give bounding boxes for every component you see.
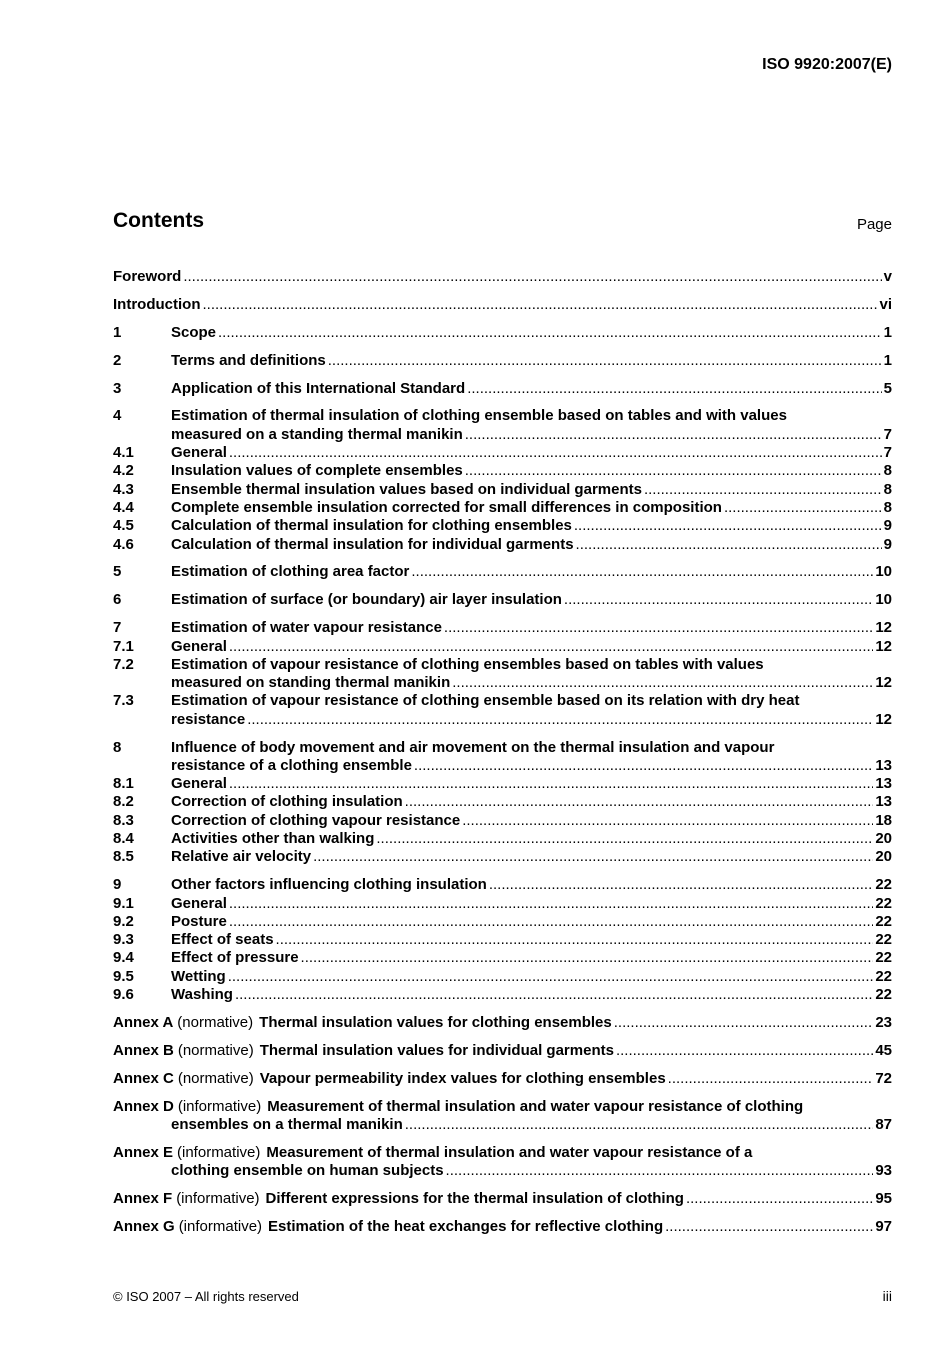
toc-entry[interactable] [113, 380, 892, 398]
toc-entry-page: 13 [875, 793, 892, 811]
toc-entry-text: Wetting [171, 967, 226, 985]
toc-entry-number: 9.6 [113, 986, 134, 1004]
toc-entry-number: 8.1 [113, 775, 134, 793]
annex-type: (informative) [178, 1217, 263, 1235]
toc-entry[interactable] [113, 638, 892, 656]
toc-entry-number: 8.4 [113, 830, 134, 848]
toc-entry-page: 8 [883, 462, 892, 480]
toc-entry-page: 12 [875, 674, 892, 692]
table-of-contents [113, 268, 892, 1236]
toc-entry-number: 8 [113, 738, 122, 756]
toc-entry-text: General [171, 775, 227, 793]
toc-entry[interactable] [113, 656, 892, 693]
annex-label: Annex C [113, 1069, 174, 1087]
toc-entry-page: 1 [883, 351, 892, 369]
toc-entry-text: Effect of seats [171, 931, 274, 949]
toc-entry-page: 7 [883, 444, 892, 462]
toc-entry[interactable] [113, 830, 892, 848]
toc-entry-number: 4.1 [113, 444, 134, 462]
toc-annex-g[interactable] [113, 1218, 892, 1236]
toc-entry-page: 22 [875, 949, 892, 967]
toc-entry[interactable] [113, 563, 892, 581]
toc-entry-number: 7.1 [113, 637, 134, 655]
toc-entry-introduction[interactable] [113, 296, 892, 314]
toc-entry-number: 8.3 [113, 811, 134, 829]
annex-label: Annex G [113, 1217, 175, 1235]
annex-title-continued: clothing ensemble on human subjects [171, 1162, 444, 1180]
toc-entry-page: 12 [875, 710, 892, 728]
toc-entry-page: 97 [875, 1217, 892, 1235]
toc-entry-page: 12 [875, 619, 892, 637]
annex-type: (informative) [177, 1097, 262, 1115]
page-column-label: Page [856, 216, 892, 233]
footer-copyright: © ISO 2007 – All rights reserved [113, 1289, 299, 1304]
toc-entry[interactable] [113, 739, 892, 776]
annex-title: Thermal insulation values for clothing ensembles [259, 1013, 612, 1031]
toc-entry[interactable] [113, 775, 892, 793]
toc-entry-text: Complete ensemble insulation corrected for small differences in composition [171, 498, 722, 516]
toc-entry-page: 13 [875, 756, 892, 774]
toc-entry-text-continued: measured on a standing thermal manikin [171, 425, 463, 443]
toc-entry[interactable] [113, 536, 892, 554]
toc-entry-text-continued: resistance of a clothing ensemble [171, 756, 412, 774]
toc-entry-number: 2 [113, 351, 122, 369]
toc-entry[interactable] [113, 913, 892, 931]
toc-entry-text: Effect of pressure [171, 949, 299, 967]
toc-entry[interactable] [113, 444, 892, 462]
toc-entry-page: 10 [875, 563, 892, 581]
toc-entry-page: 8 [883, 498, 892, 516]
toc-entry-text: Estimation of water vapour resistance [171, 619, 442, 637]
toc-entry-number: 1 [113, 323, 122, 341]
toc-entry-page: 95 [875, 1189, 892, 1207]
annex-type: (informative) [177, 1143, 261, 1161]
toc-entry-text: Estimation of vapour resistance of clothing ensembles based on tables with values [171, 655, 764, 673]
annex-label: Annex F [113, 1189, 173, 1207]
toc-entry-number: 9.5 [113, 967, 134, 985]
toc-entry[interactable] [113, 949, 892, 967]
toc-annex-d[interactable] [113, 1098, 892, 1135]
toc-entry-number: 5 [113, 563, 122, 581]
document-code: ISO 9920:2007(E) [762, 56, 892, 73]
toc-entry-foreword[interactable] [113, 268, 892, 286]
annex-label: Annex A [113, 1013, 174, 1031]
toc-entry-number: 3 [113, 379, 122, 397]
toc-entry-text: Estimation of vapour resistance of clothing ensemble based on its relation with dry heat [171, 692, 800, 710]
toc-entry-number: 4.4 [113, 498, 134, 516]
toc-entry-text: Estimation of surface (or boundary) air layer insulation [171, 591, 562, 609]
toc-entry-text: Application of this International Standard [171, 379, 466, 397]
toc-entry-page: 22 [875, 931, 892, 949]
toc-entry-page: v [883, 268, 892, 285]
annex-title: Vapour permeability index values for clothing ensembles [259, 1069, 666, 1087]
toc-entry-page: 5 [883, 379, 892, 397]
toc-entry[interactable] [113, 895, 892, 913]
annex-title: Thermal insulation values for individual garments [259, 1041, 614, 1059]
toc-entry-text: Introduction [113, 295, 201, 313]
toc-annex-f[interactable] [113, 1190, 892, 1208]
toc-entry-text: General [171, 637, 227, 655]
annex-type: (normative) [177, 1013, 254, 1031]
toc-entry[interactable] [113, 462, 892, 480]
annex-title: Measurement of thermal insulation and water vapour resistance of clothing [267, 1097, 804, 1115]
annex-type: (normative) [177, 1041, 254, 1059]
toc-entry-page: 1 [883, 323, 892, 341]
toc-entry[interactable] [113, 499, 892, 517]
toc-annex-a[interactable] [113, 1014, 892, 1032]
toc-annex-e[interactable] [113, 1144, 892, 1181]
toc-entry-page: 13 [875, 775, 892, 793]
toc-entry-text: Ensemble thermal insulation values based on individual garments [171, 480, 642, 498]
footer-page-number: iii [882, 1288, 892, 1304]
annex-title: Estimation of the heat exchanges for reflective clothing [268, 1217, 664, 1235]
annex-label: Annex B [113, 1041, 174, 1059]
toc-entry-text: Estimation of thermal insulation of clothing ensemble based on tables and with values [171, 407, 787, 425]
toc-entry-text: Other factors influencing clothing insulation [171, 876, 487, 894]
toc-entry-text: Foreword [113, 268, 182, 285]
toc-entry-text: Washing [171, 986, 233, 1004]
annex-title: Measurement of thermal insulation and water vapour resistance of a [266, 1143, 753, 1161]
toc-entry-text: Estimation of clothing area factor [171, 563, 410, 581]
toc-entry-page: 23 [875, 1013, 892, 1031]
toc-entry-text: Calculation of thermal insulation for clothing ensembles [171, 517, 572, 535]
annex-title: Different expressions for the thermal insulation of clothing [265, 1189, 684, 1207]
toc-entry-page: vi [879, 295, 892, 313]
toc-entry-page: 22 [875, 967, 892, 985]
toc-entry-page: 12 [875, 637, 892, 655]
toc-entry-number: 7 [113, 619, 122, 637]
toc-entry-page: 22 [875, 986, 892, 1004]
toc-entry-number: 8.2 [113, 793, 134, 811]
toc-entry-number: 9.4 [113, 949, 134, 967]
toc-entry-text: Scope [171, 323, 217, 341]
toc-entry-text: Activities other than walking [171, 830, 375, 848]
toc-entry[interactable] [113, 619, 892, 637]
toc-entry-page: 20 [875, 848, 892, 866]
toc-entry[interactable] [113, 481, 892, 499]
toc-entry-page: 7 [883, 425, 892, 443]
toc-entry-text: Terms and definitions [171, 351, 326, 369]
toc-entry-page: 10 [875, 591, 892, 609]
toc-entry-page: 18 [875, 811, 892, 829]
toc-entry-page: 8 [883, 480, 892, 498]
toc-entry-number: 7.2 [113, 655, 134, 673]
toc-entry-page: 45 [875, 1041, 892, 1059]
annex-label: Annex E [113, 1143, 174, 1161]
toc-entry[interactable] [113, 407, 892, 444]
annex-title-continued: ensembles on a thermal manikin [171, 1115, 403, 1133]
toc-entry[interactable] [113, 591, 892, 609]
toc-entry-number: 7.3 [113, 692, 134, 710]
toc-entry[interactable] [113, 324, 892, 342]
toc-entry-page: 72 [875, 1069, 892, 1087]
toc-entry[interactable] [113, 848, 892, 866]
toc-entry-number: 9.2 [113, 912, 134, 930]
toc-annex-c[interactable] [113, 1070, 892, 1088]
toc-entry-page: 9 [883, 535, 892, 553]
toc-entry-text: General [171, 444, 227, 462]
toc-entry-page: 87 [875, 1115, 892, 1133]
toc-entry-text: Influence of body movement and air movement on the thermal insulation and vapour [171, 738, 775, 756]
toc-entry[interactable] [113, 793, 892, 811]
annex-type: (informative) [176, 1189, 260, 1207]
toc-entry-text: Posture [171, 912, 227, 930]
annex-type: (normative) [177, 1069, 254, 1087]
toc-entry-page: 22 [875, 894, 892, 912]
toc-entry[interactable] [113, 968, 892, 986]
toc-entry-text: Insulation values of complete ensembles [171, 462, 463, 480]
toc-entry-text-continued: measured on standing thermal manikin [171, 674, 451, 692]
toc-entry-page: 22 [875, 912, 892, 930]
toc-entry-text: Correction of clothing vapour resistance [171, 811, 461, 829]
toc-annex-b[interactable] [113, 1042, 892, 1060]
toc-entry[interactable] [113, 352, 892, 370]
toc-entry-page: 20 [875, 830, 892, 848]
toc-entry-text: Correction of clothing insulation [171, 793, 403, 811]
toc-entry-number: 8.5 [113, 848, 134, 866]
toc-entry-page: 93 [875, 1162, 892, 1180]
toc-entry-text: Calculation of thermal insulation for individual garments [171, 535, 574, 553]
toc-entry[interactable] [113, 812, 892, 830]
toc-entry-number: 4.6 [113, 535, 134, 553]
toc-entry-text: General [171, 894, 227, 912]
annex-label: Annex D [113, 1097, 174, 1115]
page-title: Contents [113, 209, 204, 232]
toc-entry[interactable] [113, 517, 892, 535]
toc-entry[interactable] [113, 876, 892, 894]
toc-entry[interactable] [113, 692, 892, 729]
toc-entry-number: 9 [113, 876, 122, 894]
toc-entry-number: 4.5 [113, 517, 134, 535]
toc-entry-text: Relative air velocity [171, 848, 312, 866]
toc-entry-number: 4.3 [113, 480, 134, 498]
toc-entry-number: 9.1 [113, 894, 134, 912]
toc-entry-number: 9.3 [113, 931, 134, 949]
toc-entry-page: 9 [883, 517, 892, 535]
toc-entry[interactable] [113, 931, 892, 949]
toc-entry-text-continued: resistance [171, 710, 246, 728]
toc-entry-number: 4 [113, 407, 122, 425]
toc-entry-number: 4.2 [113, 462, 134, 480]
toc-entry-number: 6 [113, 591, 122, 609]
toc-entry-page: 22 [875, 876, 892, 894]
toc-entry[interactable] [113, 986, 892, 1004]
